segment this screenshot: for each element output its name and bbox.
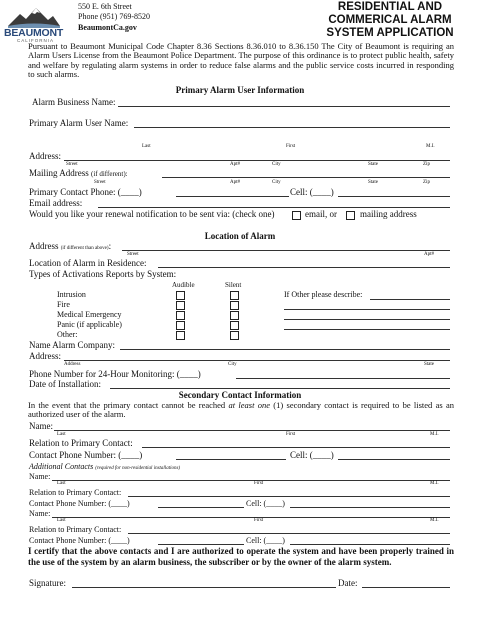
panic-silent-checkbox[interactable] (230, 321, 239, 330)
additional-contacts-label (29, 462, 180, 471)
sec-sub-last: Last (57, 432, 66, 437)
add1-phone-field[interactable] (158, 507, 244, 508)
address-label: Address: (29, 151, 61, 161)
mail-sub-apt: Apt# (230, 180, 240, 185)
signature-field[interactable] (72, 587, 336, 588)
mailing-label (29, 168, 128, 178)
other-describe-field-3[interactable] (284, 319, 450, 320)
silent-header: Silent (225, 281, 242, 289)
activation-label: Types of Activations Reports by System: (29, 269, 177, 279)
add2-sub-mi: M.I. (430, 518, 439, 523)
renewal-email-label: email, or (305, 209, 337, 219)
header-address: 550 E. 6th Street (78, 2, 132, 11)
panic-audible-checkbox[interactable] (176, 321, 185, 330)
secondary-relation-label: Relation to Primary Contact: (29, 438, 133, 448)
other-silent-checkbox[interactable] (230, 331, 239, 340)
type-other: Other: (57, 330, 78, 339)
fire-silent-checkbox[interactable] (230, 301, 239, 310)
addr-sub-zip: Zip (423, 162, 430, 167)
location-address-note: (if different than above) (60, 246, 109, 251)
contact-phone-label: Primary Contact Phone: (____) (29, 187, 142, 197)
title-line-3: SYSTEM APPLICATION (326, 27, 454, 39)
intrusion-silent-checkbox[interactable] (230, 291, 239, 300)
audible-header: Audible (172, 281, 195, 289)
other-describe-field-2[interactable] (284, 309, 450, 310)
add1-sub-mi: M.I. (430, 481, 439, 486)
addr-sub-apt: Apt# (230, 162, 240, 167)
location-sub-street: Street (127, 252, 139, 257)
primary-heading: Primary Alarm User Information (175, 85, 305, 95)
header-website[interactable]: BeaumontCa.gov (78, 23, 137, 32)
renewal-mail-label: mailing address (360, 209, 417, 219)
form-title (326, 1, 454, 40)
address-field[interactable] (64, 160, 450, 161)
mail-sub-city: City (272, 180, 281, 185)
other-describe-label: If Other please describe: (284, 290, 363, 299)
additional-contacts-note: (required for non-residential installations) (95, 466, 181, 471)
renewal-mail-checkbox[interactable] (346, 211, 355, 220)
cell-label: Cell: (____) (290, 187, 334, 197)
other-describe-field-1[interactable] (370, 299, 450, 300)
add1-sub-last: Last (57, 481, 66, 486)
fire-audible-checkbox[interactable] (176, 301, 185, 310)
mailing-field[interactable] (162, 177, 450, 178)
company-sub-city: City (228, 362, 237, 367)
location-address-text: Address (29, 241, 59, 251)
company-address-field[interactable] (64, 360, 450, 361)
mailing-note: (if different): (91, 170, 128, 178)
secondary-note-pre: In the event that the primary contact cannot be reached (28, 400, 229, 410)
addr-sub-street: Street (66, 162, 78, 167)
location-address-label: Address (if different than above): (29, 241, 112, 251)
add2-sub-last: Last (57, 518, 66, 523)
location-sub-apt: Apt# (424, 252, 434, 257)
medical-audible-checkbox[interactable] (176, 311, 185, 320)
secondary-phone-field[interactable] (176, 459, 286, 460)
type-medical: Medical Emergency (57, 310, 122, 319)
residence-field[interactable] (158, 267, 450, 268)
addr-sub-state: State (368, 162, 378, 167)
install-label: Date of Installation: (29, 379, 101, 389)
add1-relation-label: Relation to Primary Contact: (29, 488, 122, 497)
add2-cell-field[interactable] (290, 544, 450, 545)
add2-relation-field[interactable] (128, 533, 450, 534)
sec-sub-mi: M.I. (430, 432, 439, 437)
intrusion-audible-checkbox[interactable] (176, 291, 185, 300)
other-audible-checkbox[interactable] (176, 331, 185, 340)
date-label: Date: (338, 578, 358, 588)
add2-name-label: Name: (29, 509, 51, 518)
secondary-note-post: (1) secondary contact is required to be listed as an authorized user of the alarm. (28, 400, 454, 420)
other-describe-field-4[interactable] (284, 329, 450, 330)
cell-field[interactable] (338, 196, 450, 197)
secondary-note (28, 401, 454, 420)
secondary-note-emphasis: at least one (228, 400, 271, 410)
type-panic: Panic (if applicable) (57, 320, 122, 329)
type-fire: Fire (57, 300, 70, 309)
monitoring-field[interactable] (236, 378, 450, 379)
add1-relation-field[interactable] (128, 496, 450, 497)
add1-sub-first: First (254, 481, 264, 486)
type-intrusion: Intrusion (57, 290, 86, 299)
secondary-cell-label: Cell: (____) (290, 450, 334, 460)
add2-sub-first: First (254, 518, 264, 523)
signature-label: Signature: (29, 578, 66, 588)
company-sub-address: Address (64, 362, 81, 367)
add2-relation-label: Relation to Primary Contact: (29, 525, 122, 534)
logo-text: BEAUMONT (4, 27, 64, 39)
add1-cell-field[interactable] (290, 507, 450, 508)
company-address-label: Address: (29, 351, 61, 361)
medical-silent-checkbox[interactable] (230, 311, 239, 320)
add1-phone-label: Contact Phone Number: (____) (29, 499, 130, 508)
business-name-field[interactable] (118, 106, 450, 107)
mailing-label-text: Mailing Address (29, 168, 89, 178)
install-field[interactable] (110, 388, 450, 389)
add2-phone-label: Contact Phone Number: (____) (29, 536, 130, 545)
renewal-question: Would you like your renewal notification to be sent via: (check one) (29, 209, 275, 219)
add2-name-field[interactable] (52, 517, 450, 518)
location-address-field[interactable] (122, 250, 450, 251)
email-label: Email address: (29, 198, 83, 208)
company-field[interactable] (120, 349, 450, 350)
name-sub-first: First (286, 144, 296, 149)
certification-text: I certify that the above contacts and I are authorized to operate the system and have been properly trained in the use of the system by an alarm business, the subscriber or by the owner of the alarm system. (28, 546, 454, 567)
residence-label: Location of Alarm in Residence: (29, 258, 147, 268)
secondary-phone-label: Contact Phone Number: (____) (29, 450, 143, 460)
add2-phone-field[interactable] (158, 544, 244, 545)
secondary-relation-field[interactable] (142, 447, 450, 448)
add1-name-field[interactable] (52, 480, 450, 481)
header-phone: Phone (951) 769-8520 (78, 12, 150, 21)
intro-paragraph: Pursuant to Beaumont Municipal Code Chapter 8.36 Sections 8.36.010 to 8.36.150 The City of Beaumont is requiring an Alarm Users License from the Beaumont Police Department. The purpose of this ordinance is to protect public health, safety and welfare by regulating alarm systems in order to reduce false alarms and the public service costs incurred in responding to such alarms. (28, 41, 454, 80)
secondary-heading: Secondary Contact Information (178, 390, 302, 400)
date-field[interactable] (362, 587, 450, 588)
add2-cell-label: Cell: (____) (246, 536, 285, 545)
mail-sub-state: State (368, 180, 378, 185)
sec-sub-first: First (286, 432, 296, 437)
title-line-1: RESIDENTIAL AND (337, 1, 443, 13)
monitoring-label: Phone Number for 24-Hour Monitoring: (____) (29, 369, 201, 379)
business-name-label: Alarm Business Name: (32, 97, 116, 107)
additional-contacts-text: Additional Contacts (29, 462, 94, 471)
secondary-cell-field[interactable] (338, 459, 450, 460)
renewal-email-checkbox[interactable] (292, 211, 301, 220)
user-name-label: Primary Alarm User Name: (29, 118, 129, 128)
email-field[interactable] (98, 207, 450, 208)
name-sub-last: Last (142, 144, 151, 149)
mail-sub-street: Street (94, 180, 106, 185)
name-sub-mi: M.I. (426, 144, 435, 149)
add1-name-label: Name: (29, 472, 51, 481)
secondary-name-label: Name: (29, 421, 53, 431)
secondary-name-field[interactable] (54, 430, 450, 431)
company-sub-state: State (424, 362, 434, 367)
addr-sub-city: City (272, 162, 281, 167)
logo-subtext: CALIFORNIA (17, 38, 55, 43)
company-label: Name Alarm Company: (29, 340, 115, 350)
add1-cell-label: Cell: (____) (246, 499, 285, 508)
contact-phone-field[interactable] (176, 196, 289, 197)
mail-sub-zip: Zip (423, 180, 430, 185)
title-line-2: COMMERICAL ALARM (328, 14, 452, 26)
user-name-field[interactable] (134, 127, 450, 128)
location-heading: Location of Alarm (204, 231, 276, 241)
